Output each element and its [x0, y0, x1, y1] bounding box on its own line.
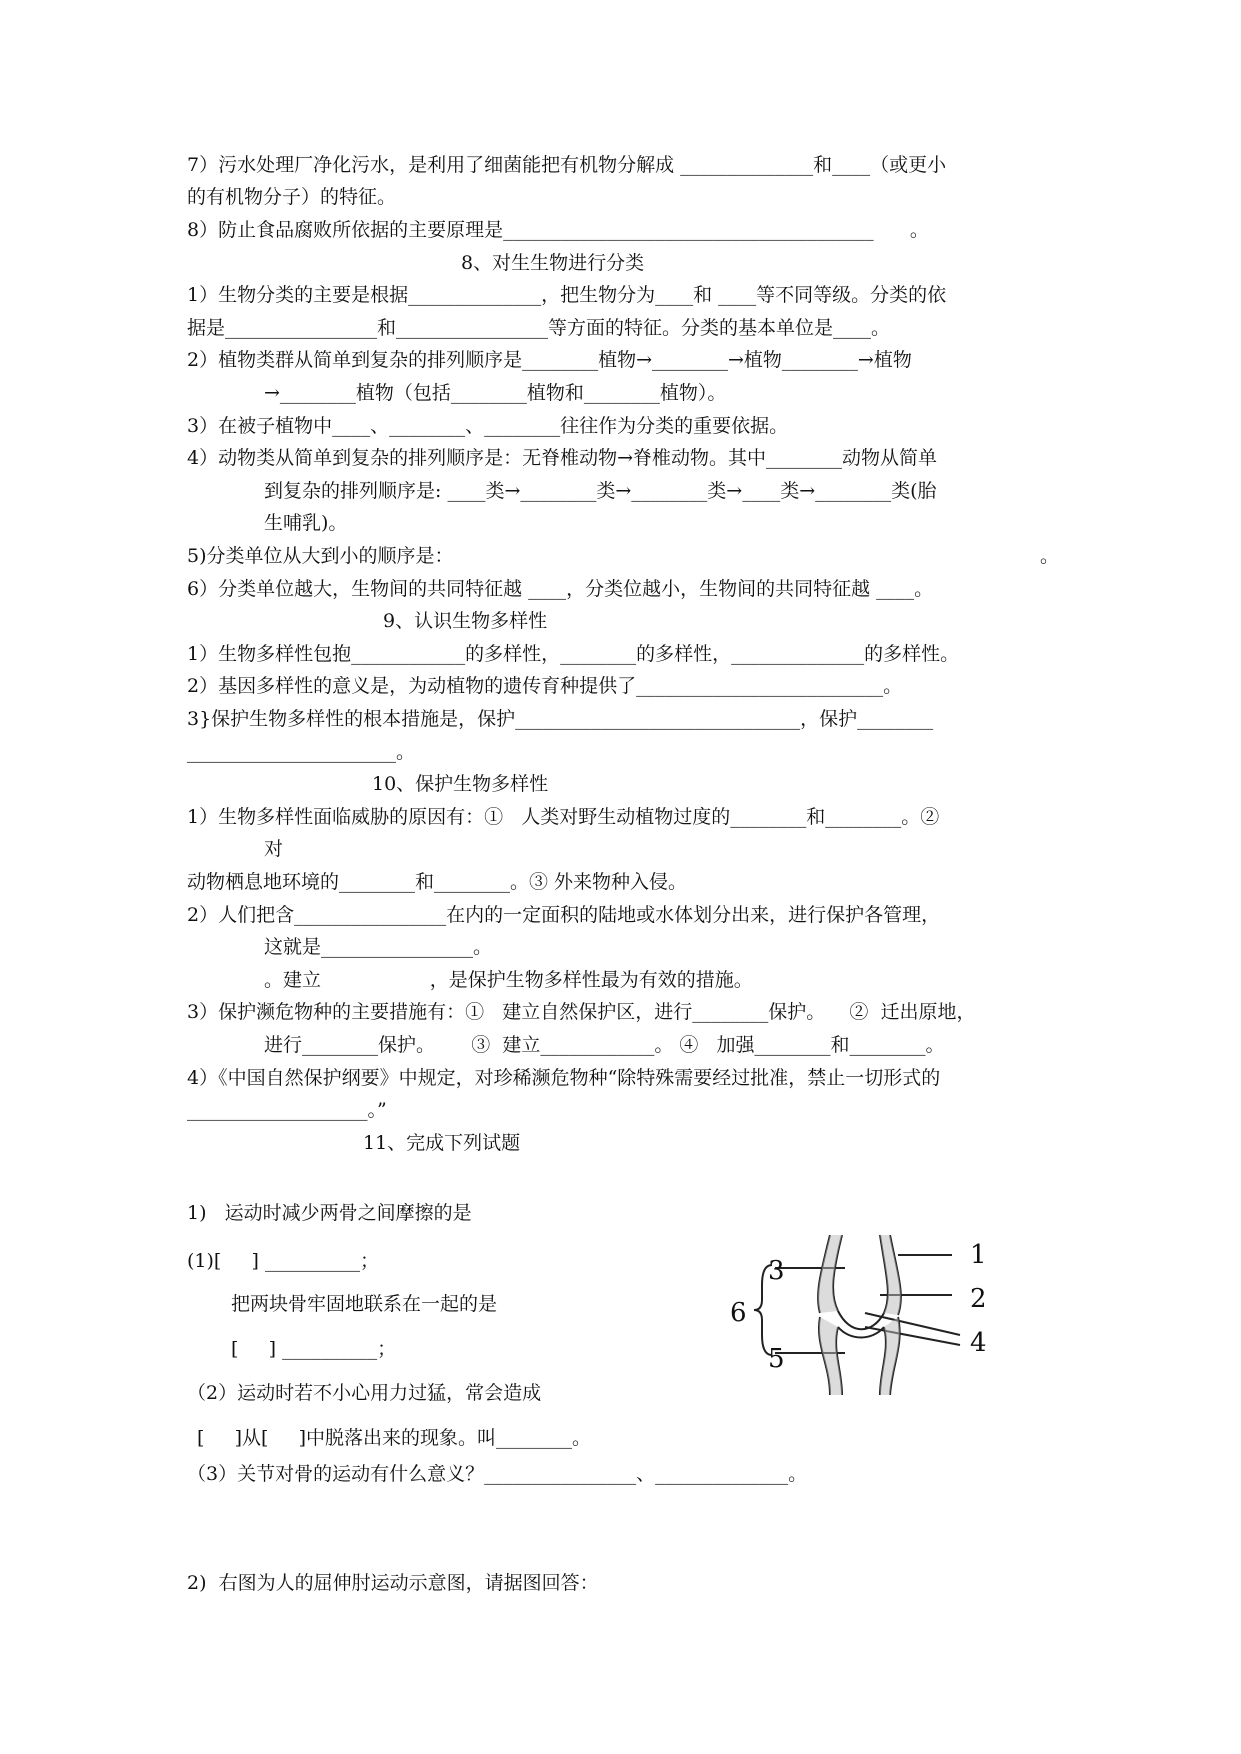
section-11-heading: 11、完成下列试题 [363, 1132, 521, 1154]
s8-q4-line2: 到复杂的排列顺序是: ____类→________类→________类→____类→________类(胎 [264, 480, 937, 502]
s10-q1-line3: 动物栖息地环境的________和________。③ 外来物种入侵。 [187, 871, 688, 893]
diagram-label-1: 1 [970, 1240, 987, 1270]
s9-q3-line1: 3}保护生物多样性的根本措施是，保护______________________________，保护________ [187, 708, 934, 730]
s10-q2-line3: 。建立 ，是保护生物多样性最为有效的措施。 [264, 969, 753, 991]
q7-line1: 7）污水处理厂净化污水，是利用了细菌能把有机物分解成 ______________和____（或更小 [187, 154, 947, 176]
s8-q2-line1: 2）植物类群从简单到复杂的排列顺序是________植物→________→植物________→植物 [187, 349, 912, 371]
q7-line2: 的有机物分子）的特征。 [187, 186, 397, 208]
section-10-heading: 10、保护生物多样性 [372, 773, 549, 795]
s8-q5-end: 。 [1040, 545, 1060, 567]
diagram-label-2: 2 [970, 1284, 987, 1314]
s10-q1-line2: 对 [264, 838, 284, 860]
s11-q1-part2: （2）运动时若不小心用力过猛，常会造成 [187, 1382, 542, 1404]
s9-q3-line2: ______________________。 [187, 741, 416, 763]
diagram-label-5: 5 [768, 1344, 785, 1374]
s11-q1-part1c: [ ] __________； [231, 1338, 397, 1360]
s8-q1-line2: 据是________________和________________等方面的特征。分类的基本单位是____。 [187, 317, 891, 339]
s11-q1-part1b: 把两块骨牢固地联系在一起的是 [231, 1293, 498, 1315]
s10-q4-line2: ___________________。” [187, 1099, 387, 1121]
s11-q1-intro: 1) 运动时减少两骨之间摩擦的是 [187, 1202, 472, 1224]
s10-q1-line1: 1）生物多样性面临威胁的原因有：① 人类对野生动植物过度的________和________。② [187, 806, 940, 828]
s11-q1-part1: (1)[ ] __________； [187, 1250, 379, 1272]
knee-joint-diagram [720, 1235, 1020, 1395]
s10-q3-line2: 进行________保护。 ③ 建立____________。 ④ 加强________和________。 [264, 1034, 945, 1056]
s8-q6-line: 6）分类单位越大，生物间的共同特征越 ____，分类位越小，生物间的共同特征越 ____。 [187, 578, 934, 600]
s10-q2-line2: 这就是________________。 [264, 936, 493, 958]
s10-q4-line1: 4）《中国自然保护纲要》中规定，对珍稀濒危物种“除特殊需要经过批准，禁止一切形式的 [187, 1067, 941, 1089]
s11-q1-part2b: [ ]从[ ]中脱落出来的现象。叫________。 [197, 1427, 592, 1449]
joint-head [838, 1311, 884, 1329]
s10-q3-line1: 3）保护濒危物种的主要措施有：① 建立自然保护区，进行________保护。 ② 迁出原地， [187, 1001, 976, 1023]
q8-line: 8）防止食品腐败所依据的主要原理是_______________________________________ 。 [187, 219, 929, 241]
diagram-label-4: 4 [970, 1328, 987, 1358]
s8-q5-line: 5)分类单位从大到小的顺序是： [187, 545, 454, 567]
section-9-heading: 9、认识生物多样性 [383, 610, 548, 632]
s11-q1-part3: （3）关节对骨的运动有什么意义？________________、______________。 [187, 1463, 808, 1485]
diagram-label-6: 6 [730, 1298, 747, 1328]
s8-q3-line: 3）在被子植物中____、________、________往往作为分类的重要依据。 [187, 415, 789, 437]
section-8-heading: 8、对生生物进行分类 [461, 252, 645, 274]
s8-q4-line3: 生哺乳)。 [264, 512, 348, 534]
s8-q1-line1: 1）生物分类的主要是根据______________，把生物分为____和 ____等不同等级。分类的依 [187, 284, 947, 306]
s9-q1-line: 1）生物多样性包抱____________的多样性，________的多样性，______________的多样性。 [187, 643, 960, 665]
s9-q2-line: 2）基因多样性的意义是，为动植物的遗传育种提供了__________________________。 [187, 675, 903, 697]
s8-q2-line2: →________植物（包括________植物和________植物）。 [264, 382, 727, 404]
s10-q2-line1: 2）人们把含________________在内的一定面积的陆地或水体划分出来，进行保护各管理， [187, 904, 941, 926]
diagram-label-3: 3 [768, 1256, 785, 1286]
s8-q4-line1: 4）动物类从简单到复杂的排列顺序是：无脊椎动物→脊椎动物。其中________动物从简单 [187, 447, 938, 469]
bone-shading [818, 1235, 901, 1395]
s11-q2-intro: 2) 右图为人的屈伸肘运动示意图，请据图回答： [187, 1572, 599, 1594]
